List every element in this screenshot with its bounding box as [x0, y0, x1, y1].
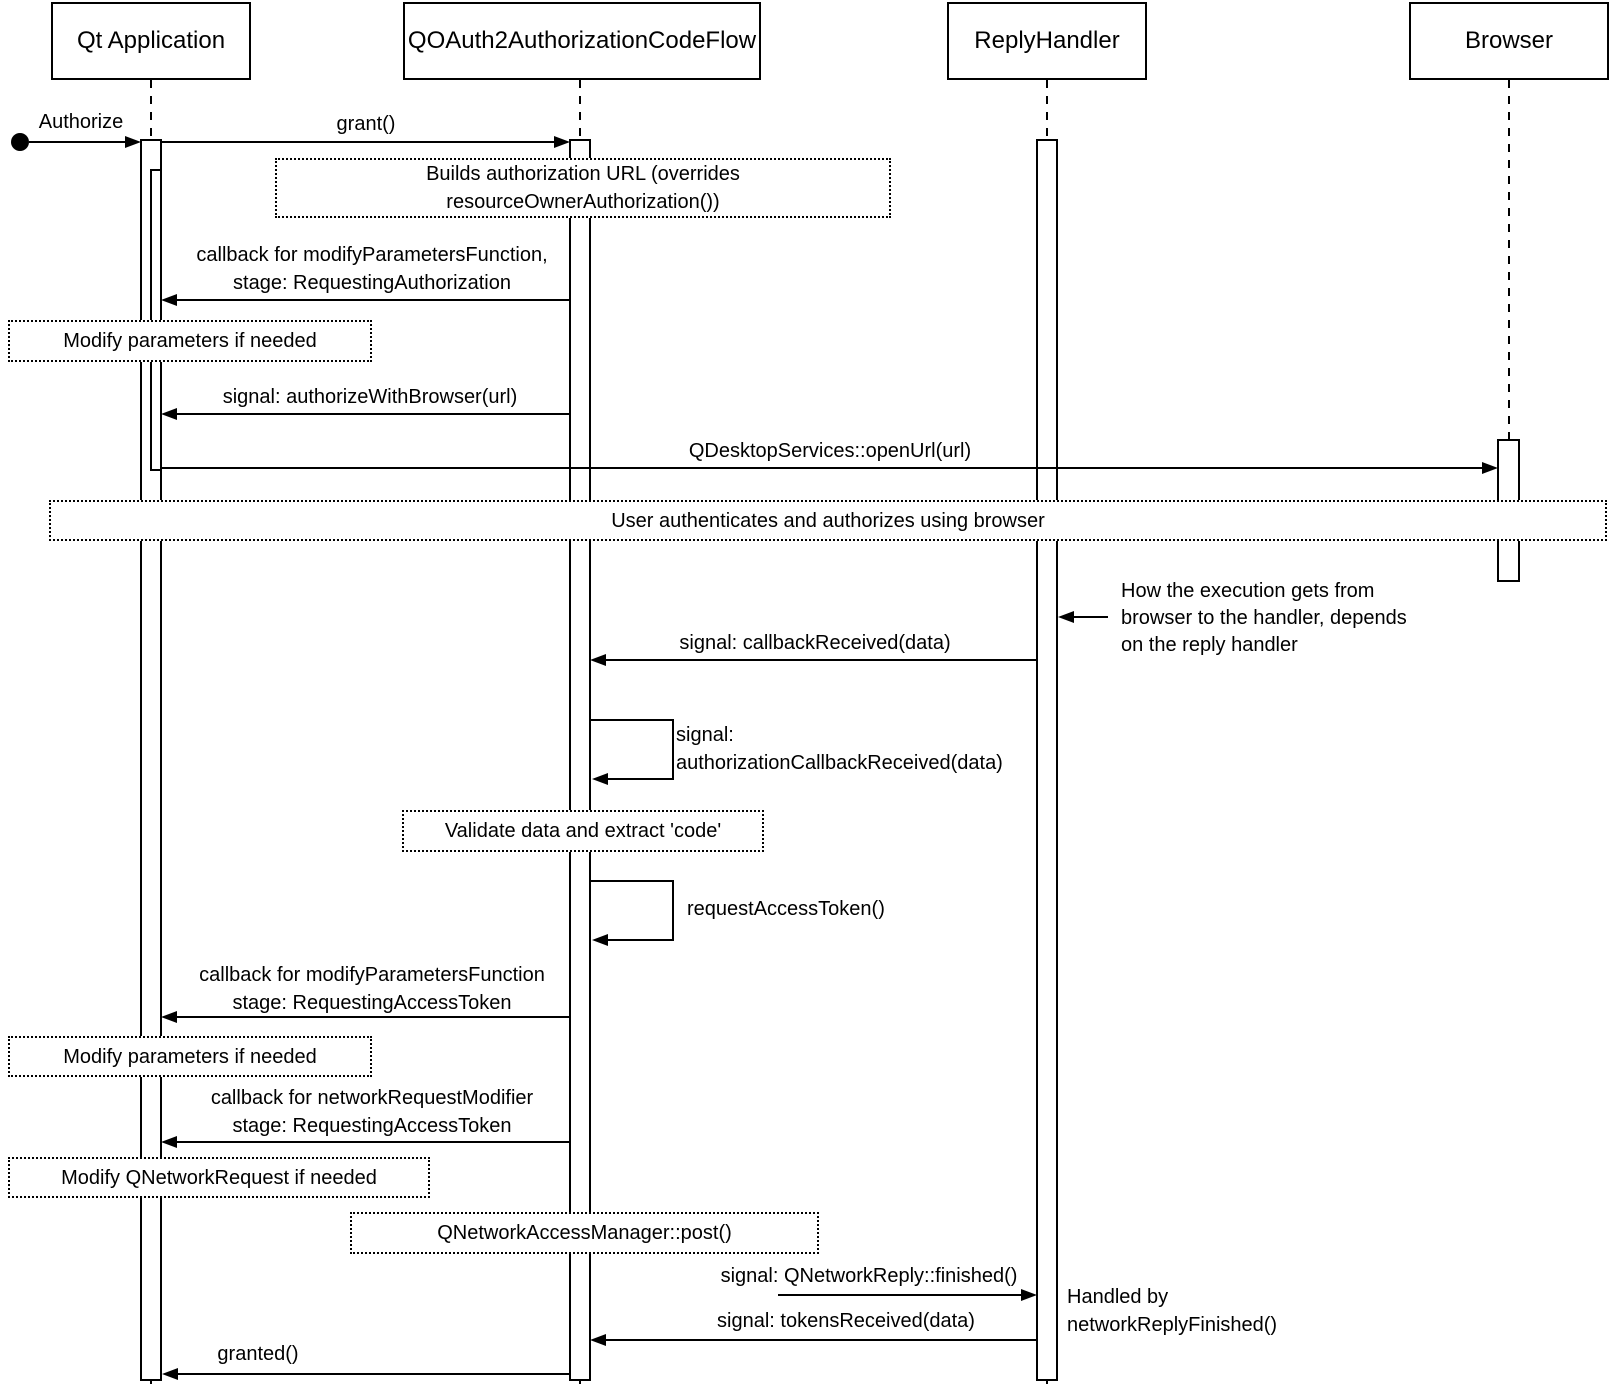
- message-label-callback-requesting-access-token: [199, 961, 545, 1017]
- arrowhead-callback-network-request-modifier: [161, 1136, 177, 1148]
- arrowhead-authorize-with-browser: [161, 408, 177, 420]
- arrowhead-authorize: [125, 136, 141, 148]
- message-label-callback-network-request-modifier-line1: callback for networkRequestModifier: [210, 1087, 534, 1109]
- annotation-handled-by: [1067, 1283, 1277, 1339]
- participant-browser: [1409, 2, 1609, 80]
- note-modify-parameters-2-label: Modify parameters if needed: [63, 1045, 317, 1068]
- note-builds-authorization-url-line2: resourceOwnerAuthorization()): [446, 191, 720, 213]
- arrowhead-callback-requesting-authorization: [161, 294, 177, 306]
- arrowhead-tokens-received: [590, 1334, 606, 1346]
- participant-reply-handler-label: ReplyHandler: [974, 27, 1120, 54]
- note-validate-data-label: Validate data and extract 'code': [444, 820, 722, 842]
- message-label-authorization-callback-received: [676, 721, 1003, 777]
- message-label-granted: granted(): [217, 1343, 299, 1365]
- note-modify-qnetworkrequest: [8, 1157, 430, 1198]
- message-label-tokens-received: signal: tokensReceived(data): [717, 1310, 975, 1332]
- arrowhead-open-url: [1482, 462, 1498, 474]
- message-label-callback-network-request-modifier-line2: stage: RequestingAccessToken: [232, 1115, 512, 1137]
- message-label-callback-requesting-authorization: [196, 241, 547, 297]
- note-modify-qnetworkrequest-label: Modify QNetworkRequest if needed: [61, 1166, 377, 1189]
- note-qnam-post: [350, 1212, 819, 1254]
- message-label-authorize-with-browser: signal: authorizeWithBrowser(url): [222, 386, 518, 408]
- annotation-how-execution-line3: on the reply handler: [1121, 634, 1298, 656]
- activation-reply-handler: [1037, 140, 1057, 1380]
- note-modify-parameters-1-label: Modify parameters if needed: [63, 330, 317, 352]
- annotation-handled-by-line2: networkReplyFinished(): [1067, 1314, 1278, 1336]
- self-arrow-request-access-token: [590, 881, 673, 940]
- message-label-authorization-callback-received-line1: signal:: [676, 724, 734, 746]
- message-label-open-url: QDesktopServices::openUrl(url): [688, 440, 972, 462]
- participant-qoauth2-label: QOAuth2AuthorizationCodeFlow: [407, 27, 757, 54]
- annotation-how-execution-line1: How the execution gets from: [1121, 580, 1375, 602]
- message-label-authorize: Authorize: [38, 111, 124, 133]
- annotation-how-execution-line2: browser to the handler, depends: [1121, 607, 1407, 629]
- arrowhead-granted: [162, 1368, 178, 1380]
- message-label-callback-network-request-modifier: [211, 1084, 533, 1140]
- note-modify-parameters-2: [8, 1036, 372, 1077]
- self-arrow-authorization-callback-received: [590, 720, 673, 779]
- arrowhead-request-access-token: [592, 934, 608, 946]
- note-builds-authorization-url-line1: Builds authorization URL (overrides: [426, 163, 740, 185]
- note-builds-authorization-url: [275, 158, 891, 218]
- message-label-callback-received: signal: callbackReceived(data): [679, 632, 951, 654]
- participant-qoauth2: [403, 2, 761, 80]
- participant-browser-label: Browser: [1464, 27, 1554, 54]
- arrowhead-callback-received: [590, 654, 606, 666]
- participant-reply-handler: [947, 2, 1147, 80]
- activation-qoauth2: [570, 140, 590, 1380]
- participant-qt-application-label: Qt Application: [76, 27, 226, 54]
- note-qnam-post-label: QNetworkAccessManager::post(): [437, 1222, 732, 1244]
- message-label-callback-requesting-access-token-line2: stage: RequestingAccessToken: [232, 992, 512, 1014]
- message-label-callback-requesting-access-token-line1: callback for modifyParametersFunction: [199, 964, 545, 986]
- message-label-network-reply-finished: signal: QNetworkReply::finished(): [720, 1265, 1018, 1287]
- message-label-callback-requesting-authorization-line1: callback for modifyParametersFunction,: [196, 244, 548, 266]
- message-label-request-access-token: requestAccessToken(): [687, 898, 885, 920]
- found-message-dot: [11, 133, 29, 151]
- arrowhead-how-execution-annotation: [1058, 611, 1074, 623]
- participant-qt-application: [51, 2, 251, 80]
- note-validate-data: [402, 810, 764, 852]
- arrowhead-grant: [554, 136, 570, 148]
- arrowhead-authorization-callback-received: [592, 773, 608, 785]
- message-label-authorization-callback-received-line2: authorizationCallbackReceived(data): [676, 752, 1003, 774]
- annotation-handled-by-line1: Handled by: [1067, 1286, 1169, 1308]
- message-label-grant: grant(): [336, 113, 396, 135]
- arrowhead-network-reply-finished: [1021, 1289, 1037, 1301]
- annotation-how-execution: [1121, 578, 1407, 659]
- arrowhead-callback-requesting-access-token: [161, 1011, 177, 1023]
- note-user-authenticates-label: User authenticates and authorizes using browser: [611, 509, 1045, 532]
- note-modify-parameters-1: [8, 320, 372, 362]
- message-label-callback-requesting-authorization-line2: stage: RequestingAuthorization: [233, 272, 511, 294]
- note-user-authenticates: [49, 500, 1607, 541]
